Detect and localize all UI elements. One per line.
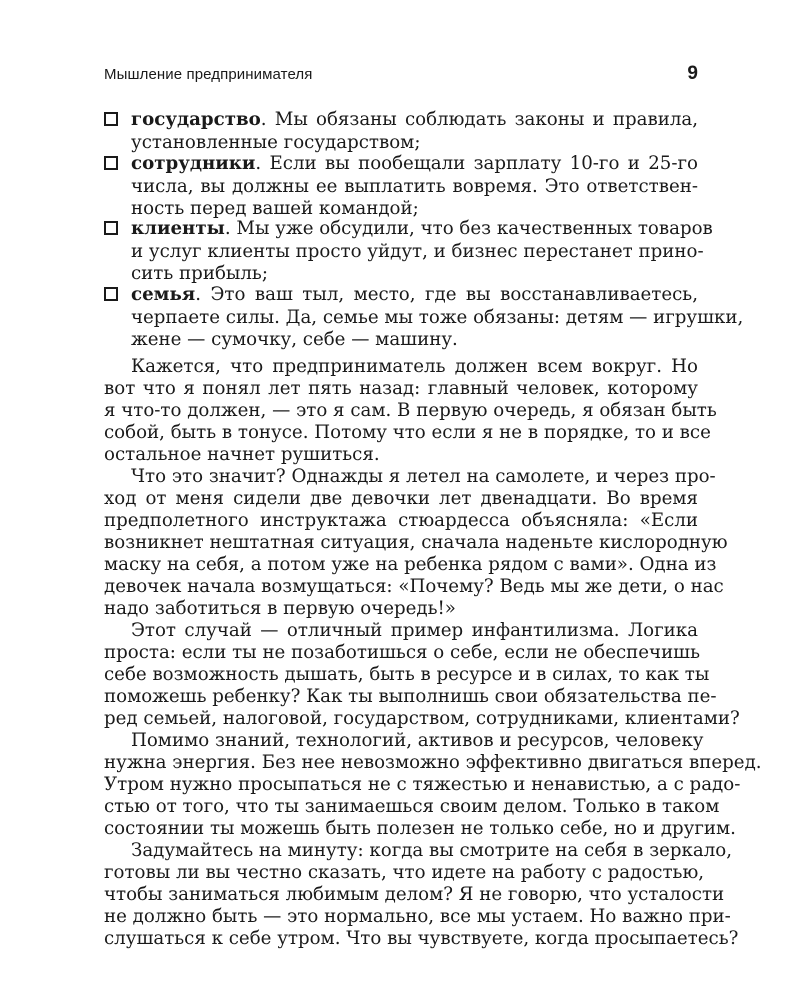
- paragraph-line: ред семьей, налоговой, государством, сотрудниками, клиентами?: [104, 708, 740, 729]
- checkbox-bullet-icon: [104, 287, 118, 301]
- paragraph-line: поможешь ребенку? Как ты выполнишь свои обязательства пе-: [104, 686, 717, 707]
- paragraph-line: слушаться к себе утром. Что вы чувствуете, когда просыпаетесь?: [104, 928, 739, 949]
- paragraph-line: Этот случай — отличный пример инфантилизма. Логика: [131, 620, 698, 641]
- checkbox-bullet-icon: [104, 221, 118, 235]
- bullet-term: клиенты: [131, 218, 225, 239]
- bullet-line: сотрудники. Если вы пообещали зарплату 10-го и 25-го: [131, 153, 698, 174]
- paragraph-line: нужна энергия. Без нее невозможно эффективно двигаться вперед.: [104, 752, 762, 773]
- paragraph-line: готовы ли вы честно сказать, что идете на работу с радостью,: [104, 862, 705, 883]
- paragraph-line: маску на себя, а потом уже на ребенка рядом с вами». Одна из: [104, 554, 717, 575]
- paragraph-line: возникнет нештатная ситуация, сначала наденьте кислородную: [104, 532, 728, 553]
- running-title: Мышление предпринимателя: [104, 66, 313, 83]
- checkbox-bullet-icon: [104, 112, 118, 126]
- bullet-term: сотрудники: [131, 153, 256, 174]
- paragraph-line: не должно быть — это нормально, все мы устаем. Но важно при-: [104, 906, 731, 927]
- paragraph-line: Утром нужно просыпаться не с тяжестью и ненавистью, а с радо-: [104, 774, 741, 795]
- paragraph-line: предполетного инструктажа стюардесса объясняла: «Если: [104, 510, 698, 531]
- bullet-term: семья: [131, 284, 196, 305]
- paragraph-line: Кажется, что предприниматель должен всем вокруг. Но: [131, 356, 698, 377]
- paragraph-line: надо заботиться в первую очередь!»: [104, 598, 456, 619]
- bullet-line: семья. Это ваш тыл, место, где вы восстанавливаетесь,: [131, 284, 698, 305]
- bullet-line: государство. Мы обязаны соблюдать законы и правила,: [131, 109, 698, 130]
- bullet-term: государство: [131, 109, 261, 130]
- bullet-line: черпаете силы. Да, семье мы тоже обязаны: детям — игрушки,: [131, 307, 744, 328]
- paragraph-line: Помимо знаний, технологий, активов и ресурсов, человеку: [131, 730, 704, 751]
- checkbox-bullet-icon: [104, 156, 118, 170]
- paragraph-line: чтобы заниматься любимым делом? Я не говорю, что усталости: [104, 884, 725, 905]
- paragraph-line: проста: если ты не позаботишься о себе, если не обеспечишь: [104, 642, 700, 663]
- bullet-line: клиенты. Мы уже обсудили, что без качественных товаров: [131, 218, 713, 239]
- paragraph-line: себе возможность дышать, быть в ресурсе и в силах, то как ты: [104, 664, 710, 685]
- paragraph-line: собой, быть в тонусе. Потому что если я не в порядке, то и все: [104, 422, 711, 443]
- paragraph-line: стью от того, что ты занимаешься своим делом. Только в таком: [104, 796, 720, 817]
- page-header: [104, 64, 698, 88]
- paragraph-line: девочек начала возмущаться: «Почему? Ведь мы же дети, о нас: [104, 576, 724, 597]
- paragraph-line: вот что я понял лет пять назад: главный человек, которому: [104, 378, 698, 399]
- bullet-line: ность перед вашей командой;: [131, 198, 419, 219]
- bullet-line: и услуг клиенты просто уйдут, и бизнес перестанет прино-: [131, 241, 704, 262]
- bullet-line: установленные государством;: [131, 132, 421, 153]
- paragraph-line: остальное начнет рушиться.: [104, 444, 380, 465]
- bullet-line: числа, вы должны ее выплатить вовремя. Это ответствен-: [131, 176, 698, 197]
- bullet-line: сить прибыль;: [131, 263, 268, 284]
- paragraph-line: ход от меня сидели две девочки лет двенадцати. Во время: [104, 488, 698, 509]
- paragraph-line: Задумайтесь на минуту: когда вы смотрите на себя в зеркало,: [131, 840, 733, 861]
- page-number: 9: [687, 63, 698, 84]
- paragraph-line: Что это значит? Однажды я летел на самолете, и через про-: [131, 466, 716, 487]
- bullet-line: жене — сумочку, себе — машину.: [131, 329, 458, 350]
- paragraph-line: состоянии ты можешь быть полезен не только себе, но и другим.: [104, 818, 736, 839]
- paragraph-line: я что-то должен, — это я сам. В первую очередь, я обязан быть: [104, 400, 717, 421]
